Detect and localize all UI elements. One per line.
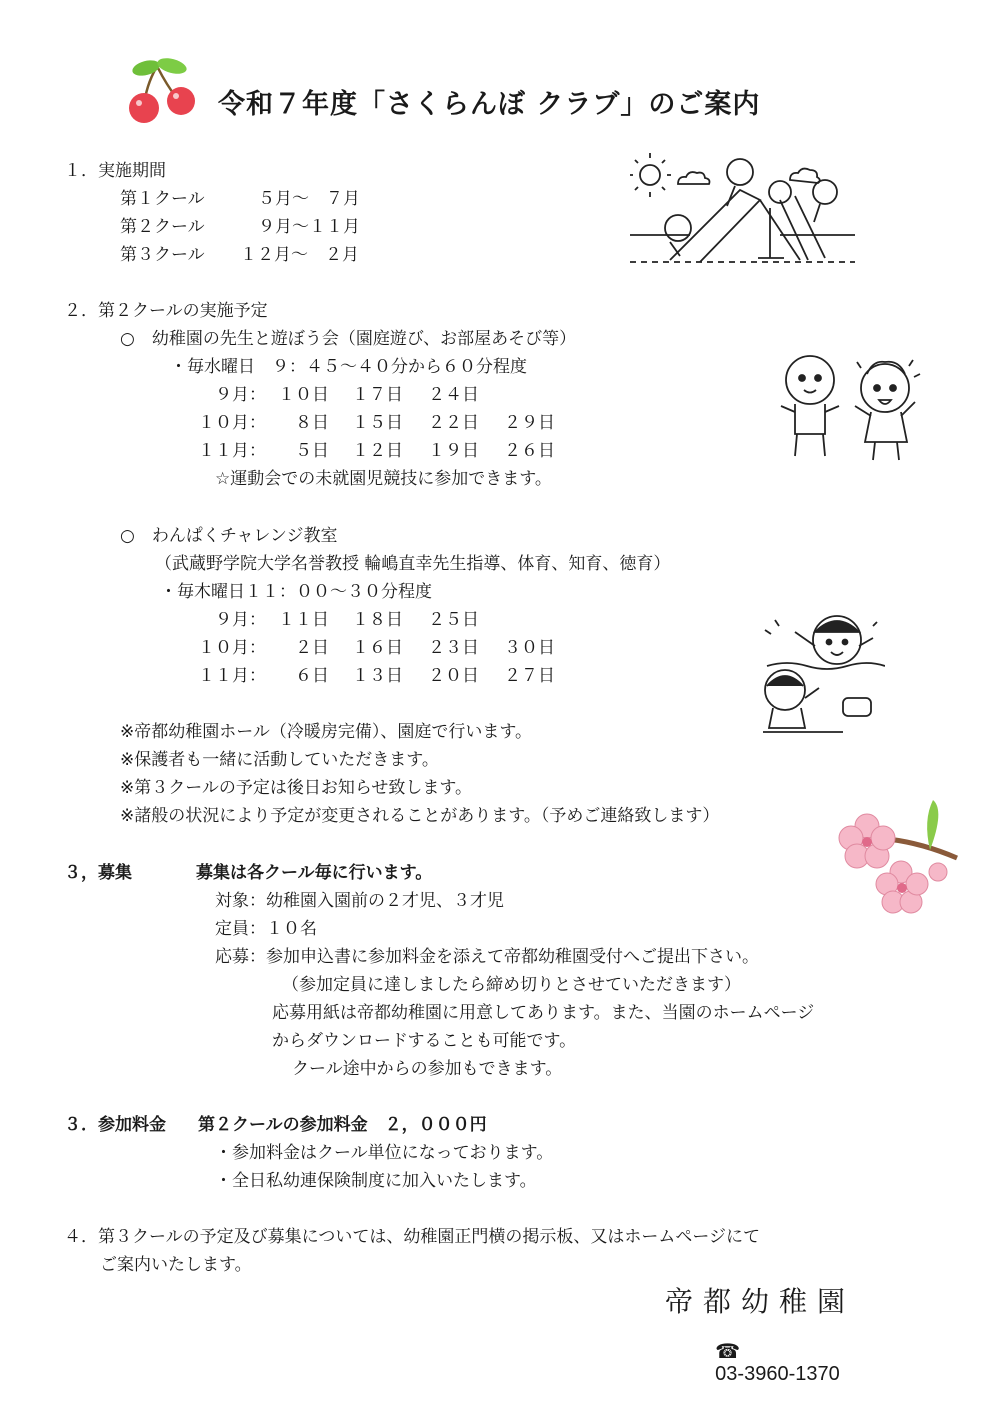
cherry-icon	[126, 56, 202, 126]
period-value-1: ５月～ ７月	[258, 189, 360, 209]
program1-date: １５日	[352, 413, 403, 433]
section3-lead: 募集は各クール毎に行います。	[196, 863, 433, 883]
program1-note: ☆運動会での未就園児競技に参加できます。	[215, 469, 552, 489]
program1-date: ５日	[295, 441, 329, 461]
period-label-3: 第３クール	[120, 245, 205, 265]
program2-date: ２日	[295, 638, 329, 658]
sakura-illustration	[835, 800, 960, 918]
program2-date: ２５日	[428, 610, 479, 630]
program1-month-sep: ９月：	[215, 385, 266, 405]
program2-date: １８日	[352, 610, 403, 630]
fee-bullet: ・参加料金はクール単位になっております。	[215, 1143, 554, 1163]
note-line: ※帝都幼稚園ホール（冷暖房完備）、園庭で行います。	[120, 722, 533, 742]
program1-date: １７日	[352, 385, 403, 405]
program2-month-sep: ９月：	[215, 610, 266, 630]
program1-title: ○ 幼稚園の先生と遊ぼう会（園庭遊び、お部屋あそび等）	[120, 329, 577, 349]
program2-date: １３日	[352, 666, 403, 686]
note-line: ※第３クールの予定は後日お知らせ致します。	[120, 778, 473, 798]
program1-date: １２日	[352, 441, 403, 461]
fee-bullet: ・全日私幼連保険制度に加入いたします。	[215, 1171, 537, 1191]
water-play-illustration	[755, 608, 885, 738]
program2-subtitle: （武蔵野学院大学名誉教授 輪嶋直幸先生指導、体育、知育、徳育）	[155, 554, 671, 574]
recruit-apply: 応募：参加申込書に参加料金を添えて帝都幼稚園受付へご提出下さい。	[215, 947, 759, 967]
program2-schedule: ・毎木曜日１１：００～３０分程度	[160, 582, 432, 602]
playground-slide-illustration	[630, 150, 855, 270]
program1-month-oct: １０月：	[198, 413, 266, 433]
apply-line: クール途中からの参加もできます。	[292, 1059, 563, 1079]
program2-date: ６日	[295, 666, 329, 686]
program1-date: ２４日	[428, 385, 479, 405]
children-illustration	[775, 352, 925, 464]
program1-date: ８日	[295, 413, 329, 433]
recruit-capacity: 定員：１０名	[215, 919, 317, 939]
page-title: 令和７年度「さくらんぼ クラブ」のご案内	[218, 89, 761, 120]
program1-date: １０日	[278, 385, 329, 405]
fee-amount: 第２クールの参加料金 ２，０００円	[198, 1115, 487, 1135]
apply-line: （参加定員に達しましたら締め切りとさせていただきます）	[282, 975, 741, 995]
period-label-2: 第２クール	[120, 217, 205, 237]
telephone-icon: ☎	[715, 1339, 741, 1363]
apply-line: からダウンロードすることも可能です。	[272, 1031, 577, 1051]
phone-number: 03-3960-1370	[715, 1363, 840, 1385]
future-info-line1: ４．第３クールの予定及び募集については、幼稚園正門横の掲示板、又はホームページにて	[64, 1227, 760, 1247]
note-line: ※諸般の状況により予定が変更されることがあります。（予めご連絡致します）	[120, 806, 720, 826]
period-value-2: ９月～１１月	[258, 217, 360, 237]
program1-date: ２９日	[504, 413, 555, 433]
section3-heading: ３，募集	[64, 863, 132, 883]
future-info-line2: ご案内いたします。	[100, 1255, 252, 1275]
fee-heading: ３．参加料金	[64, 1115, 166, 1135]
section2-heading: ２．第２クールの実施予定	[64, 301, 268, 321]
program2-date: ２７日	[504, 666, 555, 686]
program1-date: ２６日	[504, 441, 555, 461]
program2-title: ○ わんぱくチャレンジ教室	[120, 526, 338, 546]
program2-date: ２３日	[428, 638, 479, 658]
program1-schedule: ・毎水曜日 ９：４５～４０分から６０分程度	[170, 357, 527, 377]
program2-month-nov: １１月：	[198, 666, 266, 686]
program2-date: １１日	[278, 610, 329, 630]
note-line: ※保護者も一緒に活動していただきます。	[120, 750, 439, 770]
period-label-1: 第１クール	[120, 189, 205, 209]
program2-date: ２０日	[428, 666, 479, 686]
recruit-target: 対象：幼稚園入園前の２才児、３才児	[215, 891, 504, 911]
program2-month-oct: １０月：	[198, 638, 266, 658]
program1-date: １９日	[428, 441, 479, 461]
program2-date: ３０日	[504, 638, 555, 658]
school-name: 帝都幼稚園	[665, 1285, 856, 1318]
apply-line: 応募用紙は帝都幼稚園に用意してあります。また、当園のホームページ	[272, 1003, 815, 1023]
program1-month-nov: １１月：	[198, 441, 266, 461]
period-value-3: １２月～ ２月	[240, 245, 359, 265]
phone-row	[705, 1320, 840, 1386]
program2-date: １６日	[352, 638, 403, 658]
section1-heading: １．実施期間	[64, 161, 166, 181]
program1-date: ２２日	[428, 413, 479, 433]
